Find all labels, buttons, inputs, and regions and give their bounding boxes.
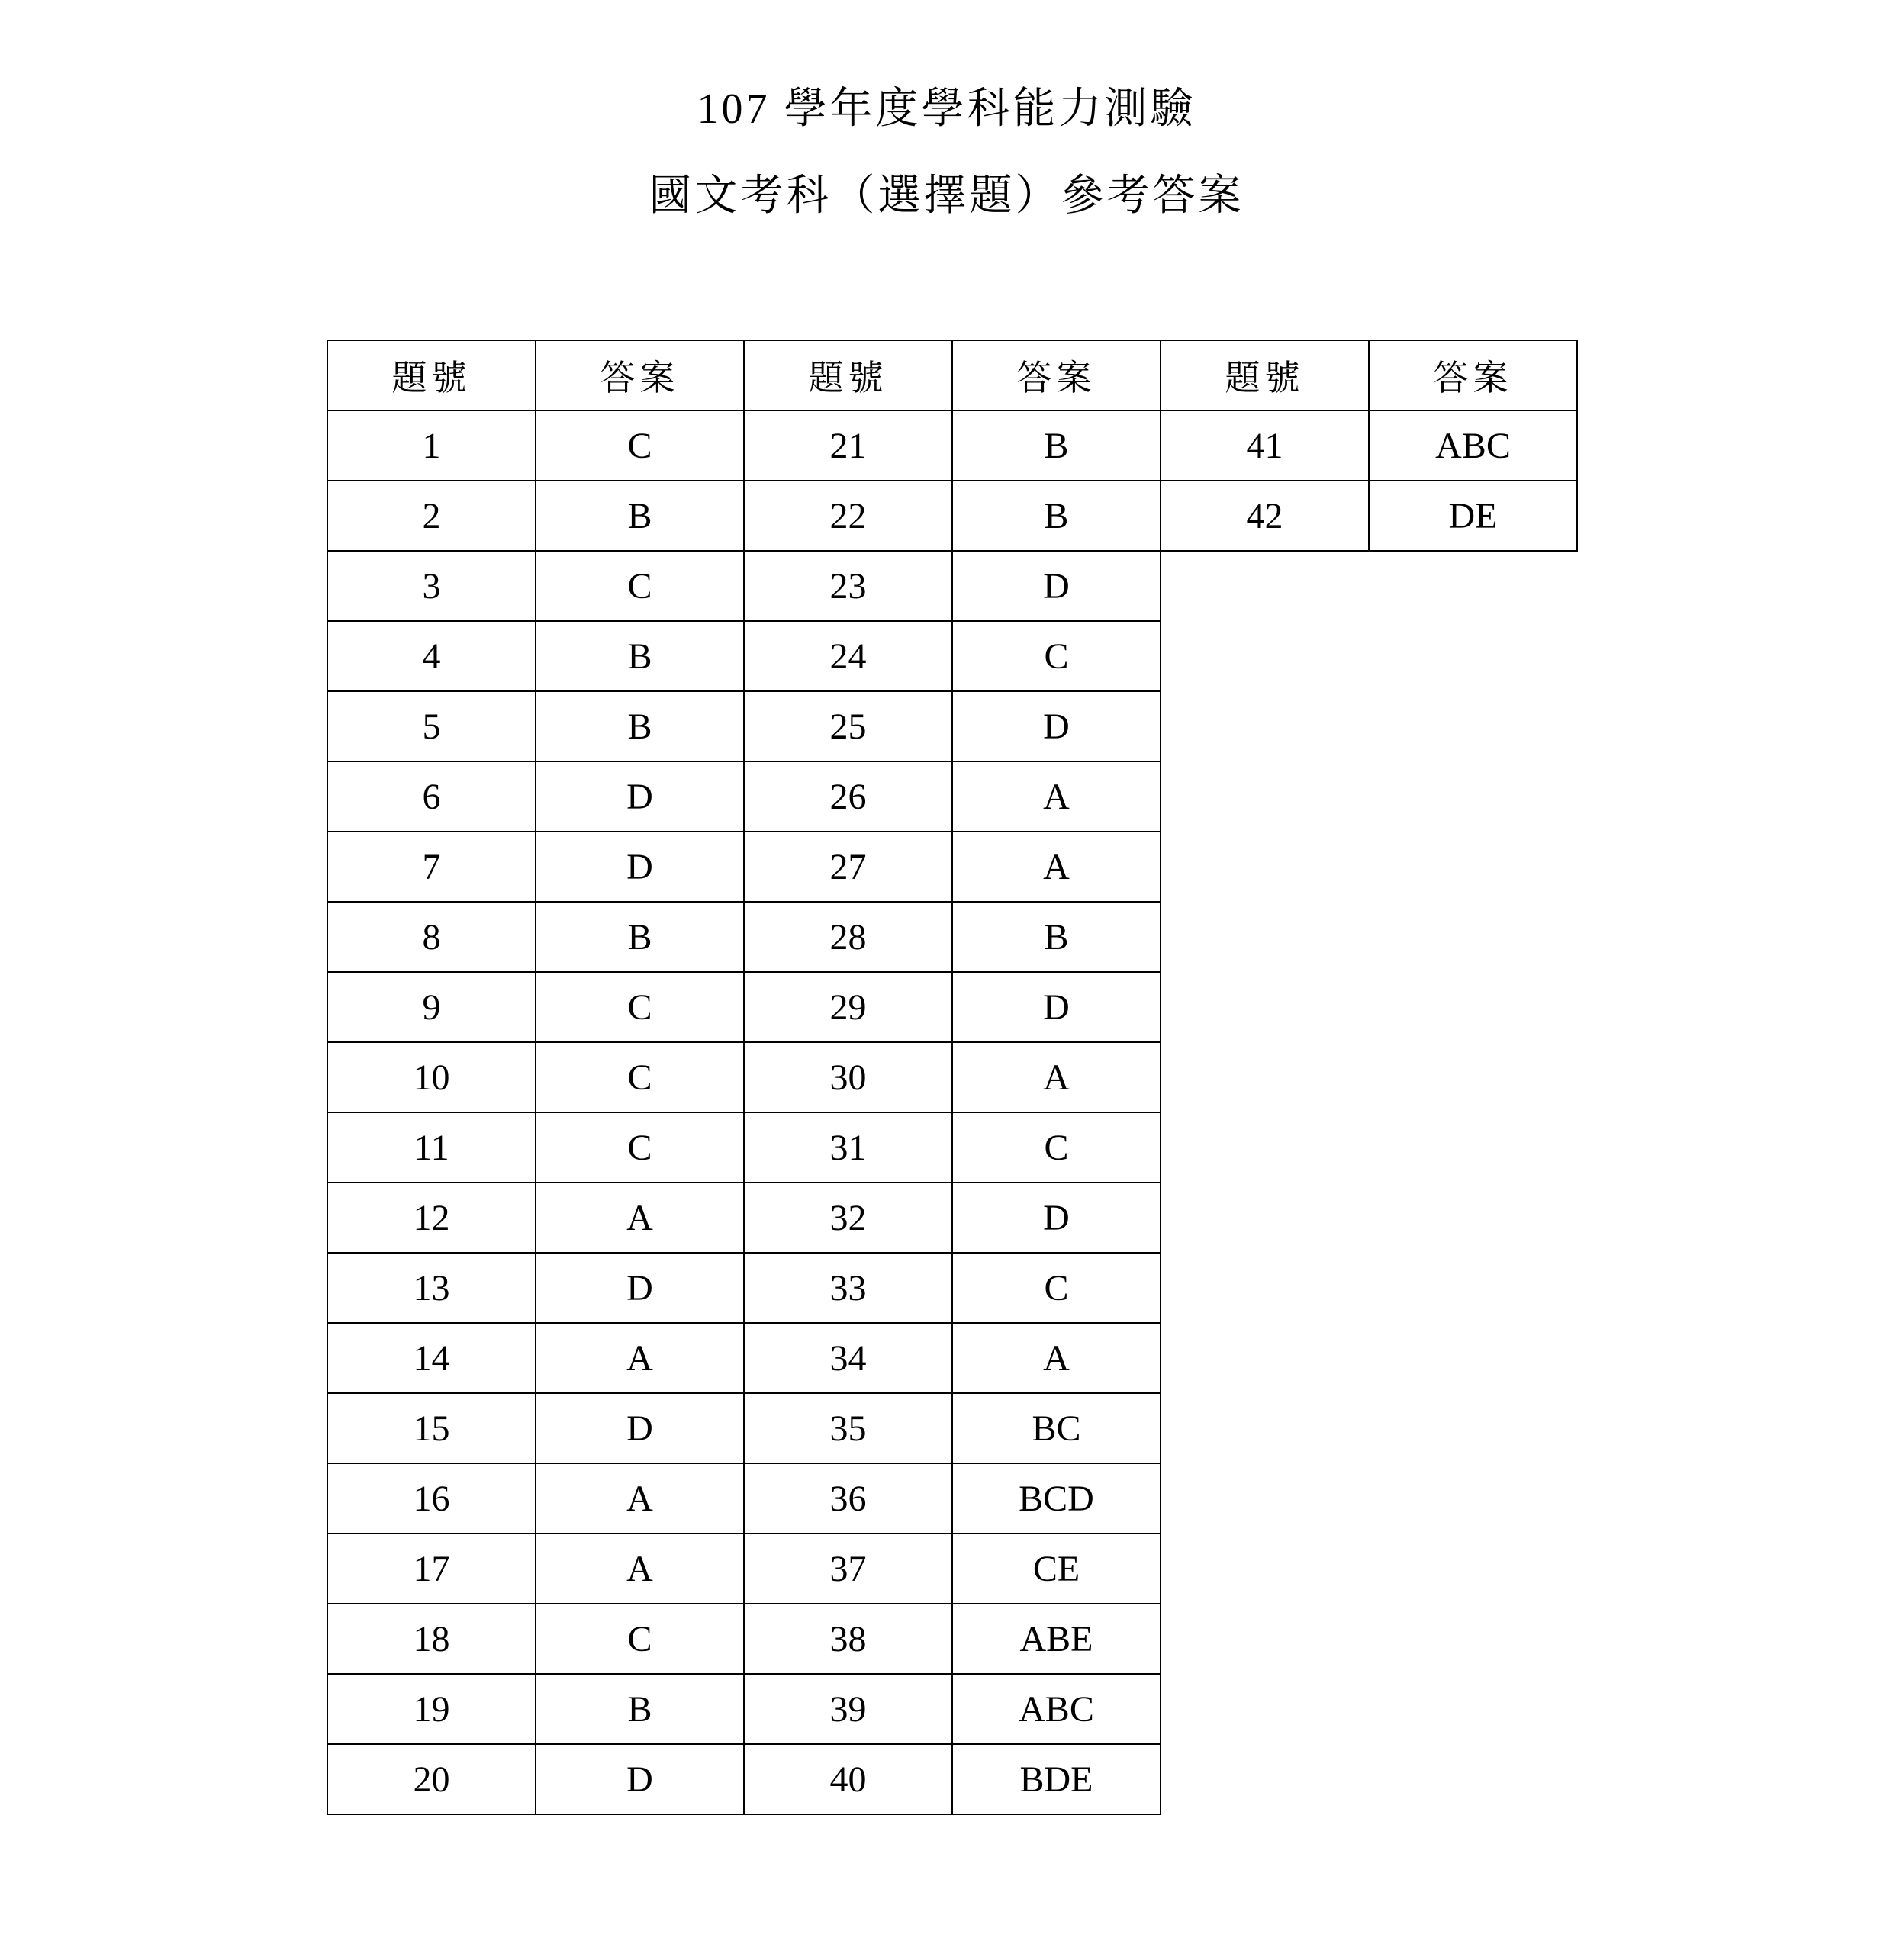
question-number-cell: 29: [744, 972, 952, 1042]
empty-cell: [1161, 902, 1369, 972]
question-number-cell: 7: [327, 832, 536, 902]
question-number-cell: 24: [744, 621, 952, 691]
question-number-cell: 22: [744, 481, 952, 551]
empty-cell: [1369, 761, 1577, 832]
question-number-cell: 10: [327, 1042, 536, 1112]
table-row: [327, 1463, 1577, 1534]
answer-key-table: [327, 340, 1578, 1815]
question-number-cell: 39: [744, 1674, 952, 1744]
answer-cell: D: [536, 761, 744, 832]
empty-cell: [1369, 1183, 1577, 1253]
table-row: [327, 1674, 1577, 1744]
question-number-cell: 17: [327, 1534, 536, 1604]
question-number-cell: 19: [327, 1674, 536, 1744]
empty-cell: [1161, 832, 1369, 902]
answer-cell: A: [952, 832, 1161, 902]
header-row: [327, 340, 1577, 410]
empty-cell: [1369, 1534, 1577, 1604]
answer-cell: A: [952, 761, 1161, 832]
answer-cell: C: [536, 1042, 744, 1112]
document-subtitle: 國文考科（選擇題）參考答案: [649, 172, 1244, 220]
question-number-cell: 4: [327, 621, 536, 691]
question-number-cell: 20: [327, 1744, 536, 1814]
empty-cell: [1161, 1112, 1369, 1183]
empty-cell: [1369, 1744, 1577, 1814]
answer-cell: B: [536, 1674, 744, 1744]
empty-cell: [1161, 691, 1369, 761]
table-row: [327, 551, 1577, 621]
empty-cell: [1161, 1042, 1369, 1112]
question-number-cell: 1: [327, 410, 536, 481]
answer-cell: BDE: [952, 1744, 1161, 1814]
answer-cell: C: [536, 410, 744, 481]
table-row: [327, 1604, 1577, 1674]
question-number-cell: 25: [744, 691, 952, 761]
answer-cell: A: [536, 1183, 744, 1253]
empty-cell: [1369, 621, 1577, 691]
empty-cell: [1161, 621, 1369, 691]
empty-cell: [1161, 1674, 1369, 1744]
table-row: [327, 902, 1577, 972]
empty-cell: [1161, 1253, 1369, 1323]
question-number-cell: 6: [327, 761, 536, 832]
answer-cell: DE: [1369, 481, 1577, 551]
empty-cell: [1161, 551, 1369, 621]
empty-cell: [1161, 761, 1369, 832]
empty-cell: [1369, 1253, 1577, 1323]
header-answer: 答案: [952, 340, 1161, 410]
question-number-cell: 21: [744, 410, 952, 481]
answer-cell: ABC: [1369, 410, 1577, 481]
empty-cell: [1161, 1604, 1369, 1674]
header-question-number: 題號: [327, 340, 536, 410]
header-question-number: 題號: [744, 340, 952, 410]
answer-cell: C: [536, 972, 744, 1042]
table-row: [327, 1042, 1577, 1112]
document-title: 107 學年度學科能力測驗: [697, 85, 1196, 133]
question-number-cell: 38: [744, 1604, 952, 1674]
empty-cell: [1369, 1042, 1577, 1112]
question-number-cell: 35: [744, 1393, 952, 1463]
table-row: [327, 832, 1577, 902]
answer-cell: C: [952, 1112, 1161, 1183]
table-row: [327, 972, 1577, 1042]
answer-cell: D: [536, 1393, 744, 1463]
question-number-cell: 8: [327, 902, 536, 972]
question-number-cell: 32: [744, 1183, 952, 1253]
answer-cell: C: [536, 1604, 744, 1674]
answer-cell: D: [536, 832, 744, 902]
question-number-cell: 27: [744, 832, 952, 902]
empty-cell: [1369, 1393, 1577, 1463]
table-row: [327, 481, 1577, 551]
question-number-cell: 18: [327, 1604, 536, 1674]
empty-cell: [1369, 832, 1577, 902]
empty-cell: [1161, 1534, 1369, 1604]
answer-cell: A: [952, 1323, 1161, 1393]
answer-cell: D: [952, 691, 1161, 761]
answer-cell: A: [536, 1323, 744, 1393]
answer-cell: A: [536, 1463, 744, 1534]
empty-cell: [1369, 1112, 1577, 1183]
answer-cell: B: [536, 902, 744, 972]
question-number-cell: 14: [327, 1323, 536, 1393]
question-number-cell: 11: [327, 1112, 536, 1183]
answer-cell: D: [952, 972, 1161, 1042]
empty-cell: [1161, 1463, 1369, 1534]
table-row: [327, 761, 1577, 832]
table-row: [327, 1183, 1577, 1253]
table-row: [327, 1323, 1577, 1393]
answer-cell: B: [536, 481, 744, 551]
question-number-cell: 36: [744, 1463, 952, 1534]
header-answer: 答案: [1369, 340, 1577, 410]
answer-cell: C: [952, 621, 1161, 691]
answer-cell: B: [536, 691, 744, 761]
question-number-cell: 28: [744, 902, 952, 972]
empty-cell: [1369, 1674, 1577, 1744]
answer-cell: B: [952, 410, 1161, 481]
answer-cell: D: [952, 1183, 1161, 1253]
empty-cell: [1369, 551, 1577, 621]
question-number-cell: 23: [744, 551, 952, 621]
header-question-number: 題號: [1161, 340, 1369, 410]
question-number-cell: 42: [1161, 481, 1369, 551]
answer-cell: B: [536, 621, 744, 691]
answer-cell: C: [536, 1112, 744, 1183]
empty-cell: [1161, 1323, 1369, 1393]
table-row: [327, 1744, 1577, 1814]
answer-key-body: [327, 340, 1577, 1814]
empty-cell: [1369, 1604, 1577, 1674]
table-row: [327, 1253, 1577, 1323]
answer-cell: C: [536, 551, 744, 621]
question-number-cell: 12: [327, 1183, 536, 1253]
question-number-cell: 37: [744, 1534, 952, 1604]
empty-cell: [1369, 691, 1577, 761]
answer-cell: D: [536, 1253, 744, 1323]
answer-cell: C: [952, 1253, 1161, 1323]
table-row: [327, 621, 1577, 691]
empty-cell: [1369, 1463, 1577, 1534]
answer-cell: D: [952, 551, 1161, 621]
empty-cell: [1369, 972, 1577, 1042]
question-number-cell: 2: [327, 481, 536, 551]
table-row: [327, 1112, 1577, 1183]
question-number-cell: 30: [744, 1042, 952, 1112]
answer-cell: B: [952, 902, 1161, 972]
empty-cell: [1161, 1393, 1369, 1463]
answer-cell: B: [952, 481, 1161, 551]
empty-cell: [1369, 902, 1577, 972]
answer-cell: CE: [952, 1534, 1161, 1604]
answer-cell: ABC: [952, 1674, 1161, 1744]
question-number-cell: 13: [327, 1253, 536, 1323]
empty-cell: [1161, 972, 1369, 1042]
question-number-cell: 26: [744, 761, 952, 832]
question-number-cell: 34: [744, 1323, 952, 1393]
answer-cell: A: [952, 1042, 1161, 1112]
question-number-cell: 3: [327, 551, 536, 621]
empty-cell: [1161, 1183, 1369, 1253]
question-number-cell: 9: [327, 972, 536, 1042]
answer-cell: D: [536, 1744, 744, 1814]
table-row: [327, 1393, 1577, 1463]
table-row: [327, 1534, 1577, 1604]
answer-cell: BCD: [952, 1463, 1161, 1534]
question-number-cell: 40: [744, 1744, 952, 1814]
question-number-cell: 31: [744, 1112, 952, 1183]
answer-cell: A: [536, 1534, 744, 1604]
question-number-cell: 33: [744, 1253, 952, 1323]
header-answer: 答案: [536, 340, 744, 410]
empty-cell: [1161, 1744, 1369, 1814]
empty-cell: [1369, 1323, 1577, 1393]
answer-cell: BC: [952, 1393, 1161, 1463]
question-number-cell: 5: [327, 691, 536, 761]
question-number-cell: 15: [327, 1393, 536, 1463]
question-number-cell: 16: [327, 1463, 536, 1534]
table-row: [327, 691, 1577, 761]
table-row: [327, 410, 1577, 481]
answer-cell: ABE: [952, 1604, 1161, 1674]
question-number-cell: 41: [1161, 410, 1369, 481]
